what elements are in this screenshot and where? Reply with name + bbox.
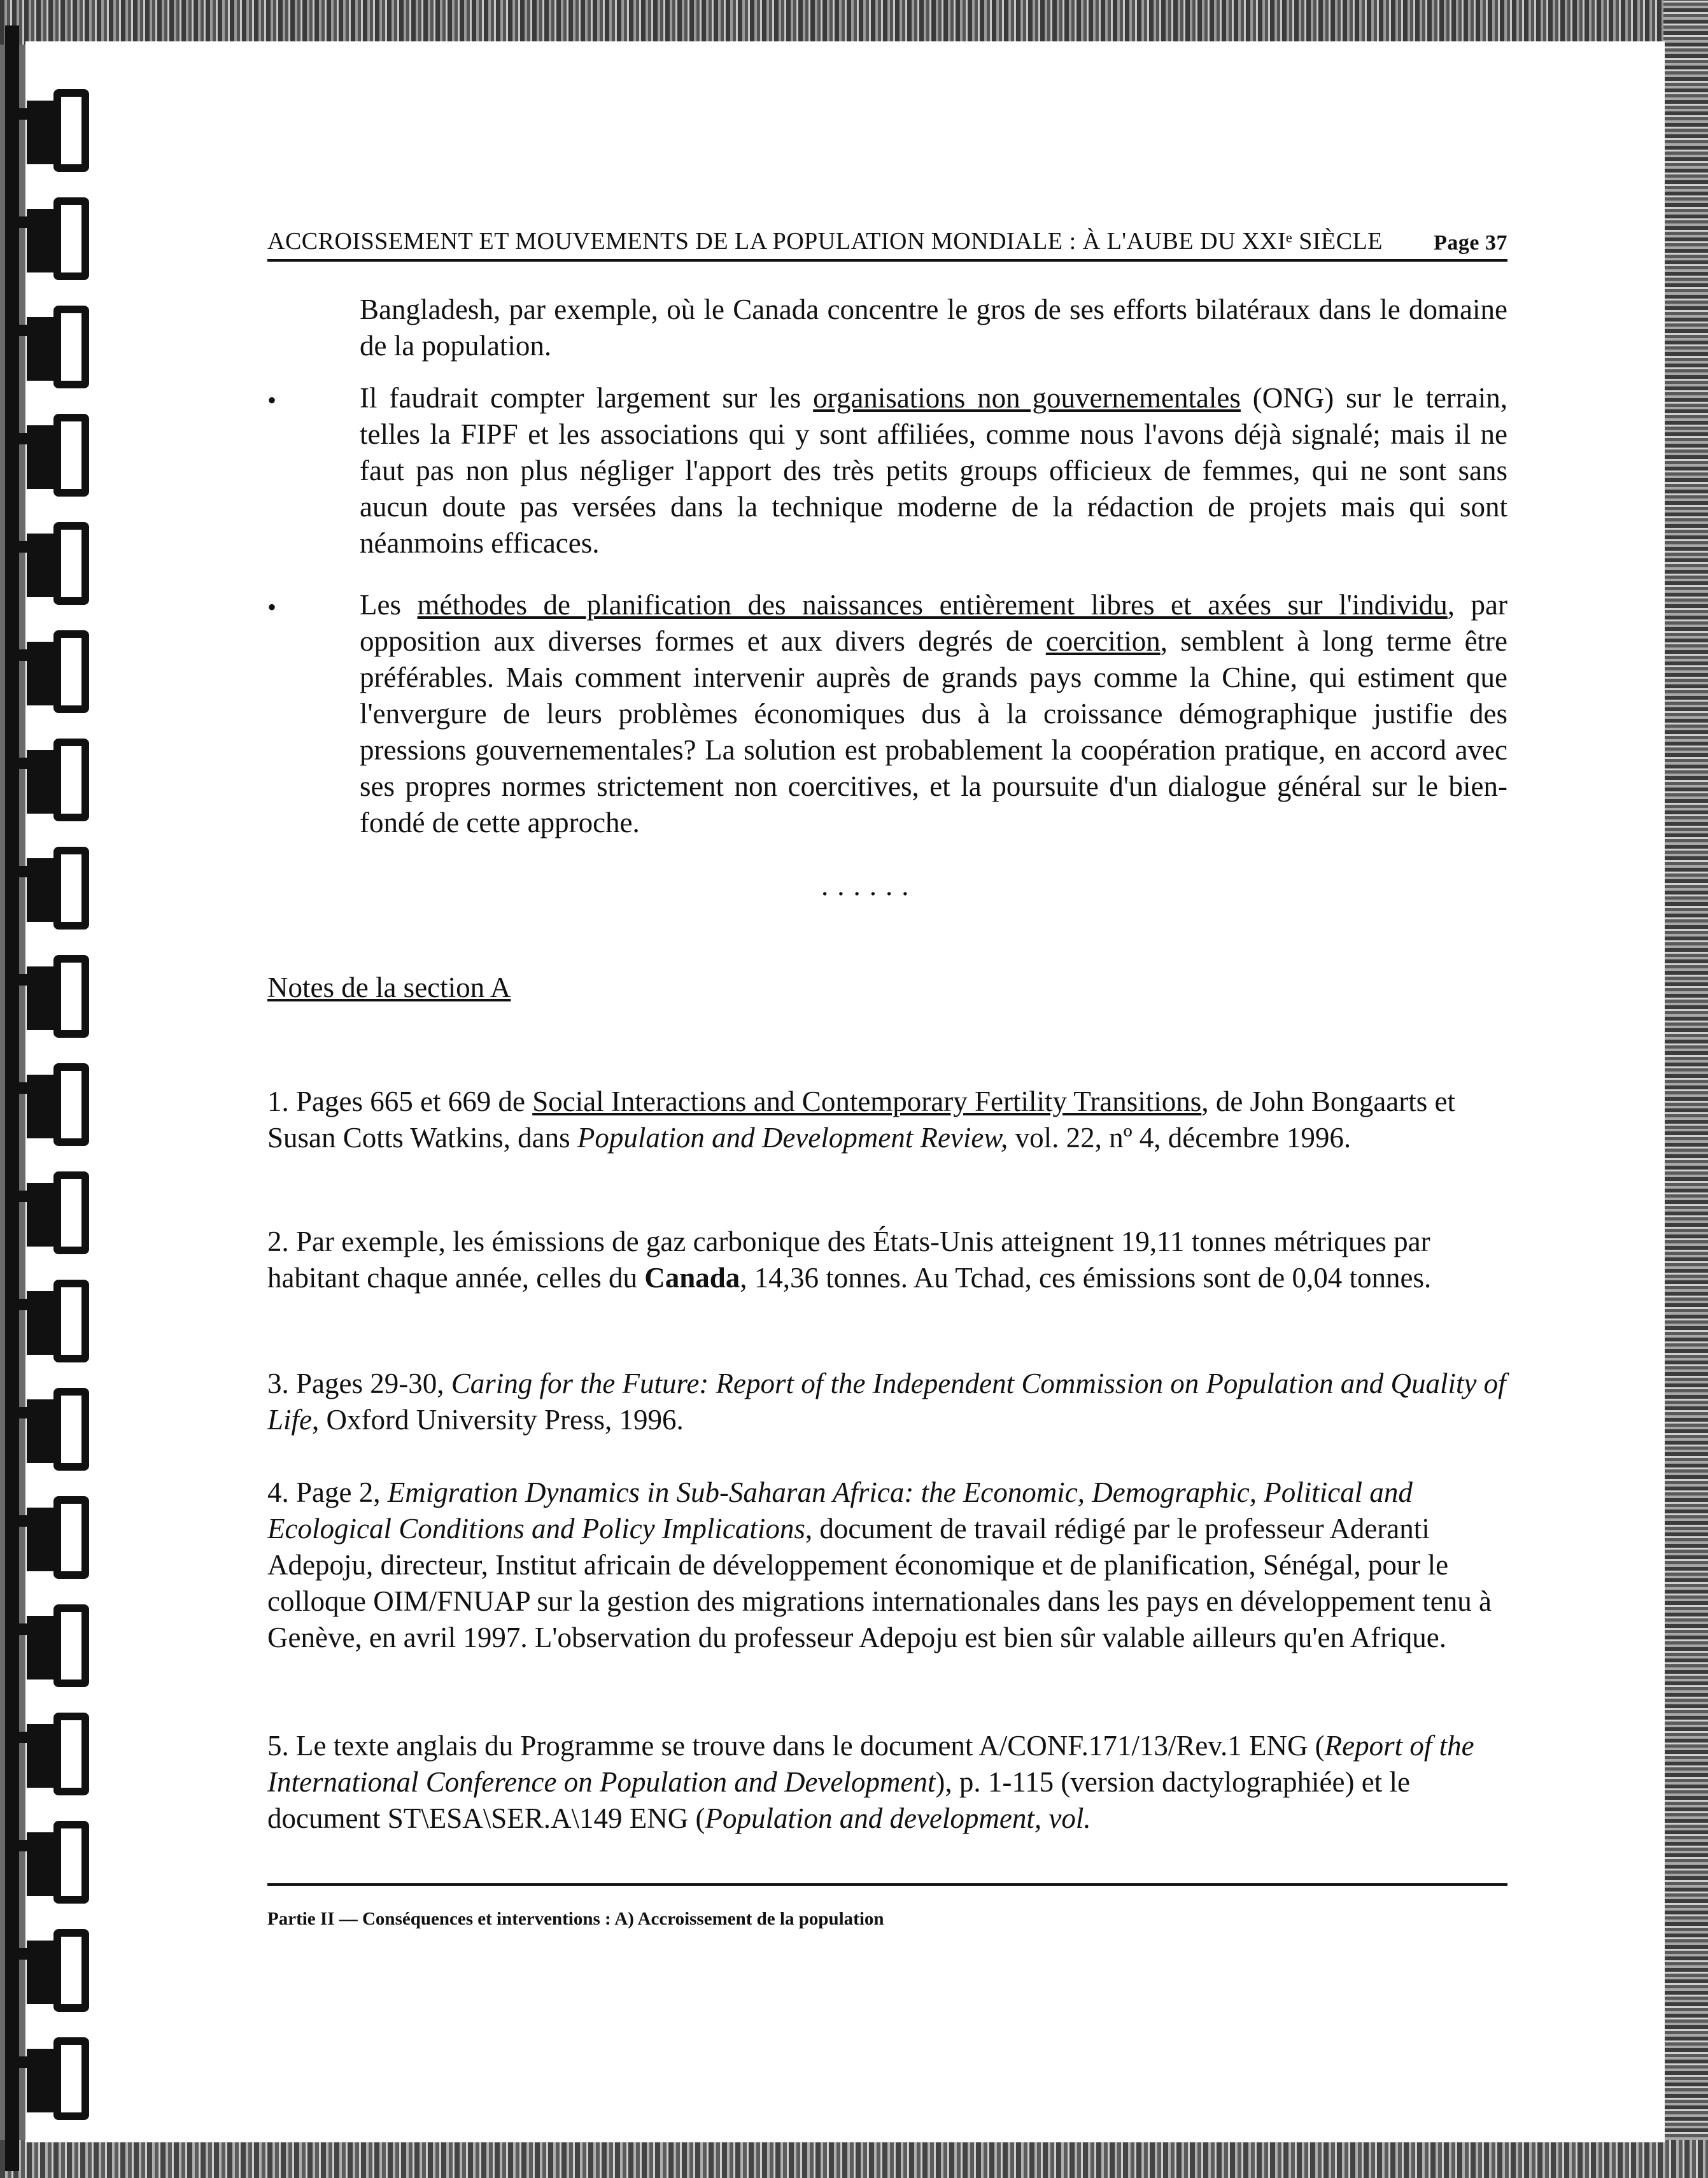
binding-ring xyxy=(9,739,85,821)
underlined-term: méthodes de planification des naissances entièrement libres et axées sur l'individu xyxy=(417,589,1448,621)
scan-border-top xyxy=(0,0,1708,45)
bullet-marker: • xyxy=(267,386,277,414)
running-header xyxy=(267,226,1507,262)
binding-ring xyxy=(9,89,85,172)
notes-title: Notes de la section A xyxy=(267,972,511,1003)
binding-ring xyxy=(9,414,85,497)
footer-rule xyxy=(267,1883,1507,1886)
binding-ring xyxy=(9,1063,85,1146)
note-4: 4. Page 2, Emigration Dynamics in Sub-Saharan Africa: the Economic, Demographic, Political and Ecological Conditions and Policy Implications, document de travail rédigé par le professeur Aderanti Adepoju, directeur, Institut africain de développement économique et de planification, Sénégal, pour le colloque OIM/FNUAP sur la gestion des migrations internationales dans les pays en développement tenu à Genève, en avril 1997. L'observation du professeur Adepoju est bien sûr valable ailleurs qu'en Afrique. xyxy=(267,1476,1492,1653)
binding-ring xyxy=(9,1929,85,2012)
binding-ring xyxy=(9,630,85,713)
binding-ring xyxy=(9,1388,85,1471)
binding-ring xyxy=(9,306,85,388)
binding-ring xyxy=(9,1171,85,1254)
binding-ring xyxy=(9,847,85,930)
bullet-paragraph-ngo: Il faudrait compter largement sur les organisations non gouvernementales (ONG) sur le terrain, telles la FIPF et les associations qui y sont affiliées, comme nous l'avons déjà signalé; mais il ne faut pas non plus négliger l'apport des très petits groups officieux de femmes, qui ne sont sans aucun doute pas versées dans la technique moderne de la rédaction de projets mais qui sont néanmoins efficaces. xyxy=(360,382,1508,559)
header-title: ACCROISSEMENT ET MOUVEMENTS DE LA POPULATION MONDIALE : À L'AUBE DU XXIᵉ SIÈCLE xyxy=(267,228,1383,255)
binding-ring xyxy=(9,955,85,1038)
binding-ring xyxy=(9,1496,85,1579)
binding-ring xyxy=(9,1713,85,1795)
page-number: Page 37 xyxy=(1434,231,1507,255)
underlined-term: organisations non gouvernementales xyxy=(813,382,1241,414)
continuation-paragraph: Bangladesh, par exemple, où le Canada concentre le gros de ses efforts bilatéraux dans le domaine de la population. xyxy=(360,293,1507,362)
binding-ring xyxy=(9,1280,85,1362)
running-footer: Partie II — Conséquences et interventions : A) Accroissement de la population xyxy=(267,1909,884,1929)
note-3: 3. Pages 29-30, Caring for the Future: Report of the Independent Commission on Population and Quality of Life, Oxford University Press, 1996. xyxy=(267,1368,1506,1436)
binding-ring xyxy=(9,1821,85,1904)
underlined-term: coercition xyxy=(1045,625,1161,657)
section-separator: ...... xyxy=(821,870,918,902)
binding-ring xyxy=(9,522,85,605)
binding-ring xyxy=(9,2037,85,2120)
scan-border-bottom xyxy=(0,2140,1708,2178)
binding-ring xyxy=(9,1604,85,1687)
spiral-binding xyxy=(0,0,95,2178)
binding-ring xyxy=(9,197,85,280)
note-1: 1. Pages 665 et 669 de Social Interactions and Contemporary Fertility Transitions, de John Bongaarts et Susan Cotts Watkins, dans Population and Development Review, vol. 22, nº 4, décembre 1996. xyxy=(267,1085,1455,1154)
bullet-marker: • xyxy=(267,593,277,621)
note-2: 2. Par exemple, les émissions de gaz carbonique des États-Unis atteignent 19,11 tonnes métriques par habitant chaque année, celles du Canada, 14,36 tonnes. Au Tchad, ces émissions sont de 0,04 tonnes. xyxy=(267,1226,1432,1294)
scan-border-right xyxy=(1663,0,1708,2178)
note-5: 5. Le texte anglais du Programme se trouve dans le document A/CONF.171/13/Rev.1 ENG (Report of the International Conference on Population and Development), p. 1-115 (version dactylographiée) et le document ST\ESA\SER.A\149 ENG (Population and development, vol. xyxy=(267,1730,1474,1834)
bullet-paragraph-methods: Les méthodes de planification des naissances entièrement libres et axées sur l'individu, par opposition aux diverses formes et aux divers degrés de coercition, semblent à long terme être préférables. Mais comment intervenir auprès de grands pays comme la Chine, qui estiment que l'envergure de leurs problèmes économiques dus à la croissance démographique justifie des pressions gouvernementales? La solution est probablement la coopération pratique, en accord avec ses propres normes strictement non coercitives, et la poursuite d'un dialogue général sur le bien-fondé de cette approche. xyxy=(360,589,1507,838)
